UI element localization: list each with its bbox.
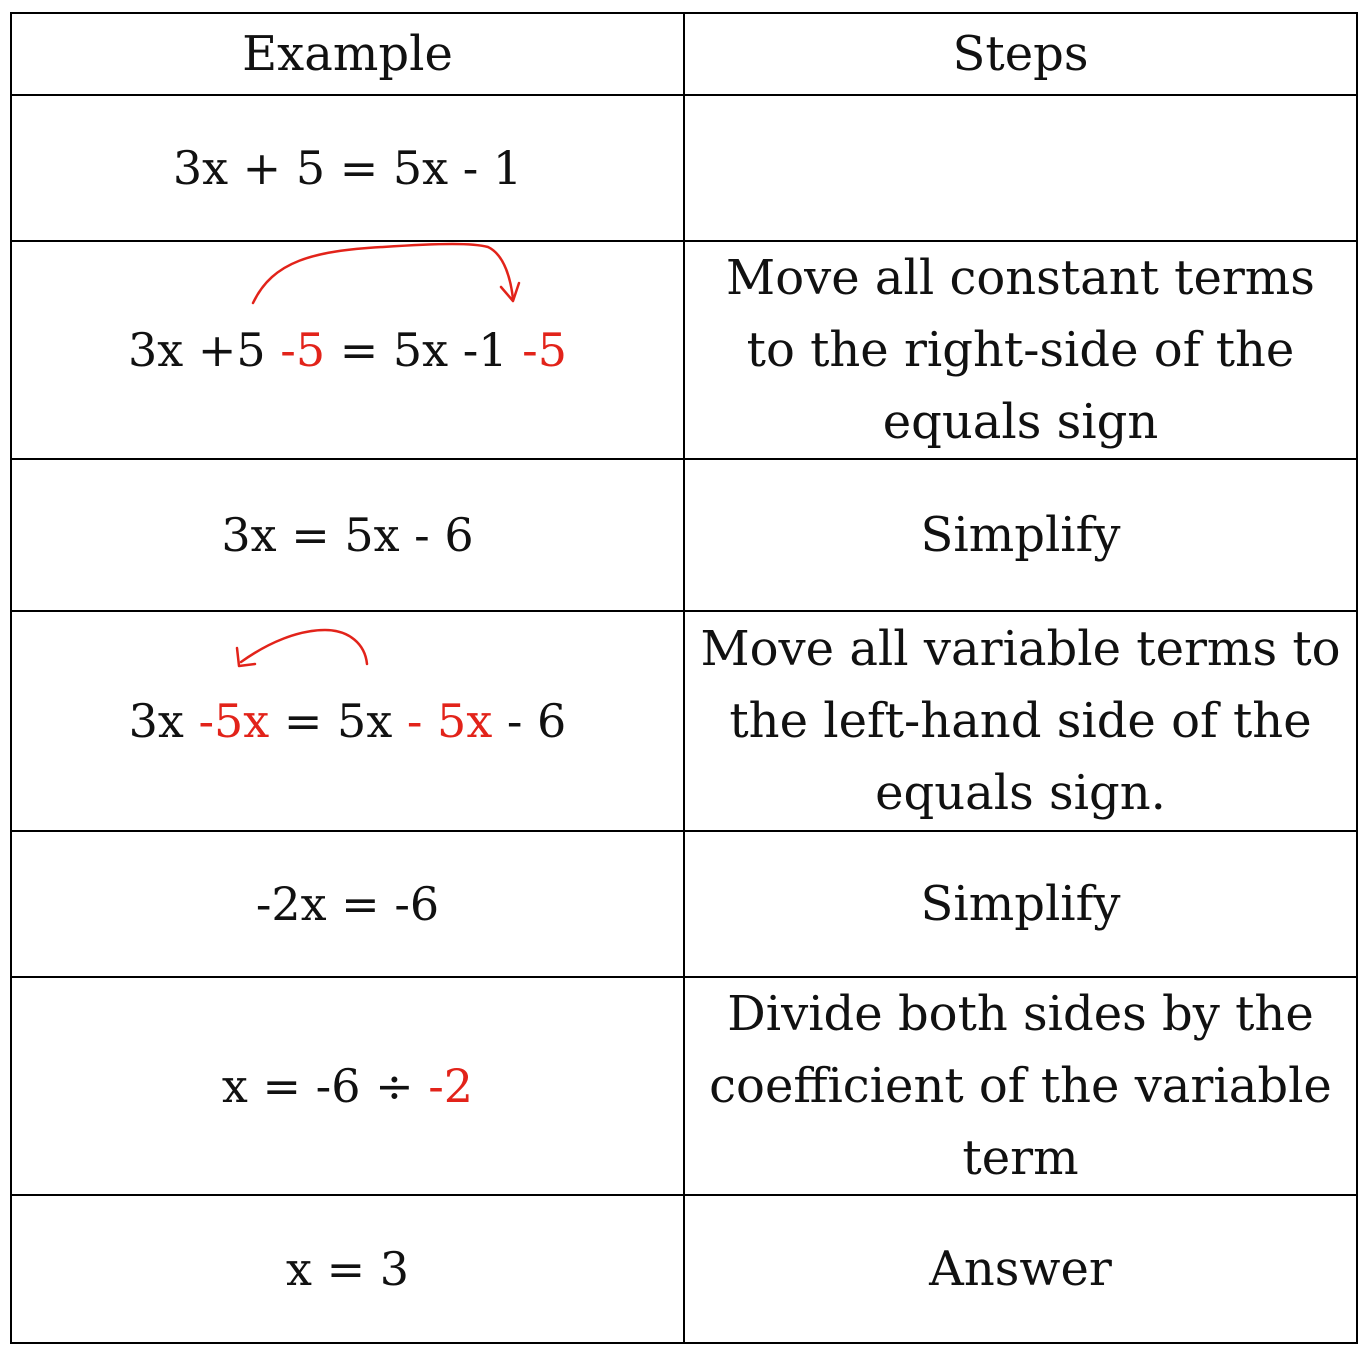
- step-cell-4: Move all variable terms to the left-hand side of the equals sign.: [684, 611, 1357, 831]
- table-row: [11, 241, 1357, 459]
- step-cell-7: Answer: [684, 1195, 1357, 1343]
- table-row: [11, 831, 1357, 977]
- example-cell-3: 3x = 5x - 6: [11, 459, 684, 611]
- example-cell-6: [11, 977, 684, 1195]
- table-row: [11, 611, 1357, 831]
- step-cell-5: Simplify: [684, 831, 1357, 977]
- equation-4-red-term-1: -5x: [198, 694, 270, 748]
- equation-2-part-middle: = 5x -1: [325, 323, 523, 377]
- example-cell-7: x = 3: [11, 1195, 684, 1343]
- curved-arrow-right-icon: [243, 241, 543, 311]
- example-cell-2: [11, 241, 684, 459]
- header-row: [11, 13, 1357, 95]
- table-row: [11, 1195, 1357, 1343]
- example-cell-5: -2x = -6: [11, 831, 684, 977]
- equation-4-part-before: 3x: [128, 694, 199, 748]
- table-row: [11, 459, 1357, 611]
- step-cell-2: Move all constant terms to the right-side of the equals sign: [684, 241, 1357, 459]
- equation-4-red-term-2: - 5x: [406, 694, 493, 748]
- example-cell-4: [11, 611, 684, 831]
- equation-2-red-term-1: -5: [280, 323, 326, 377]
- equation-6-red-term-1: -2: [428, 1059, 474, 1113]
- equation-2-part-before: 3x +5: [128, 323, 281, 377]
- equation-4-part-middle: = 5x: [269, 694, 407, 748]
- header-example: Example: [11, 13, 684, 95]
- equation-4: [129, 694, 567, 748]
- table-row: [11, 977, 1357, 1195]
- step-cell-1: [684, 95, 1357, 241]
- curved-arrow-left-icon: [229, 622, 389, 682]
- example-cell-1: 3x + 5 = 5x - 1: [11, 95, 684, 241]
- table-row: [11, 95, 1357, 241]
- step-cell-3: Simplify: [684, 459, 1357, 611]
- equation-4-part-after: - 6: [492, 694, 567, 748]
- equation-6-part-before: x = -6 ÷: [221, 1059, 429, 1113]
- header-steps: Steps: [684, 13, 1357, 95]
- step-cell-6: Divide both sides by the coefficient of the variable term: [684, 977, 1357, 1195]
- steps-table: [10, 12, 1358, 1344]
- equation-2: [128, 323, 567, 377]
- equation-2-red-term-2: -5: [522, 323, 567, 377]
